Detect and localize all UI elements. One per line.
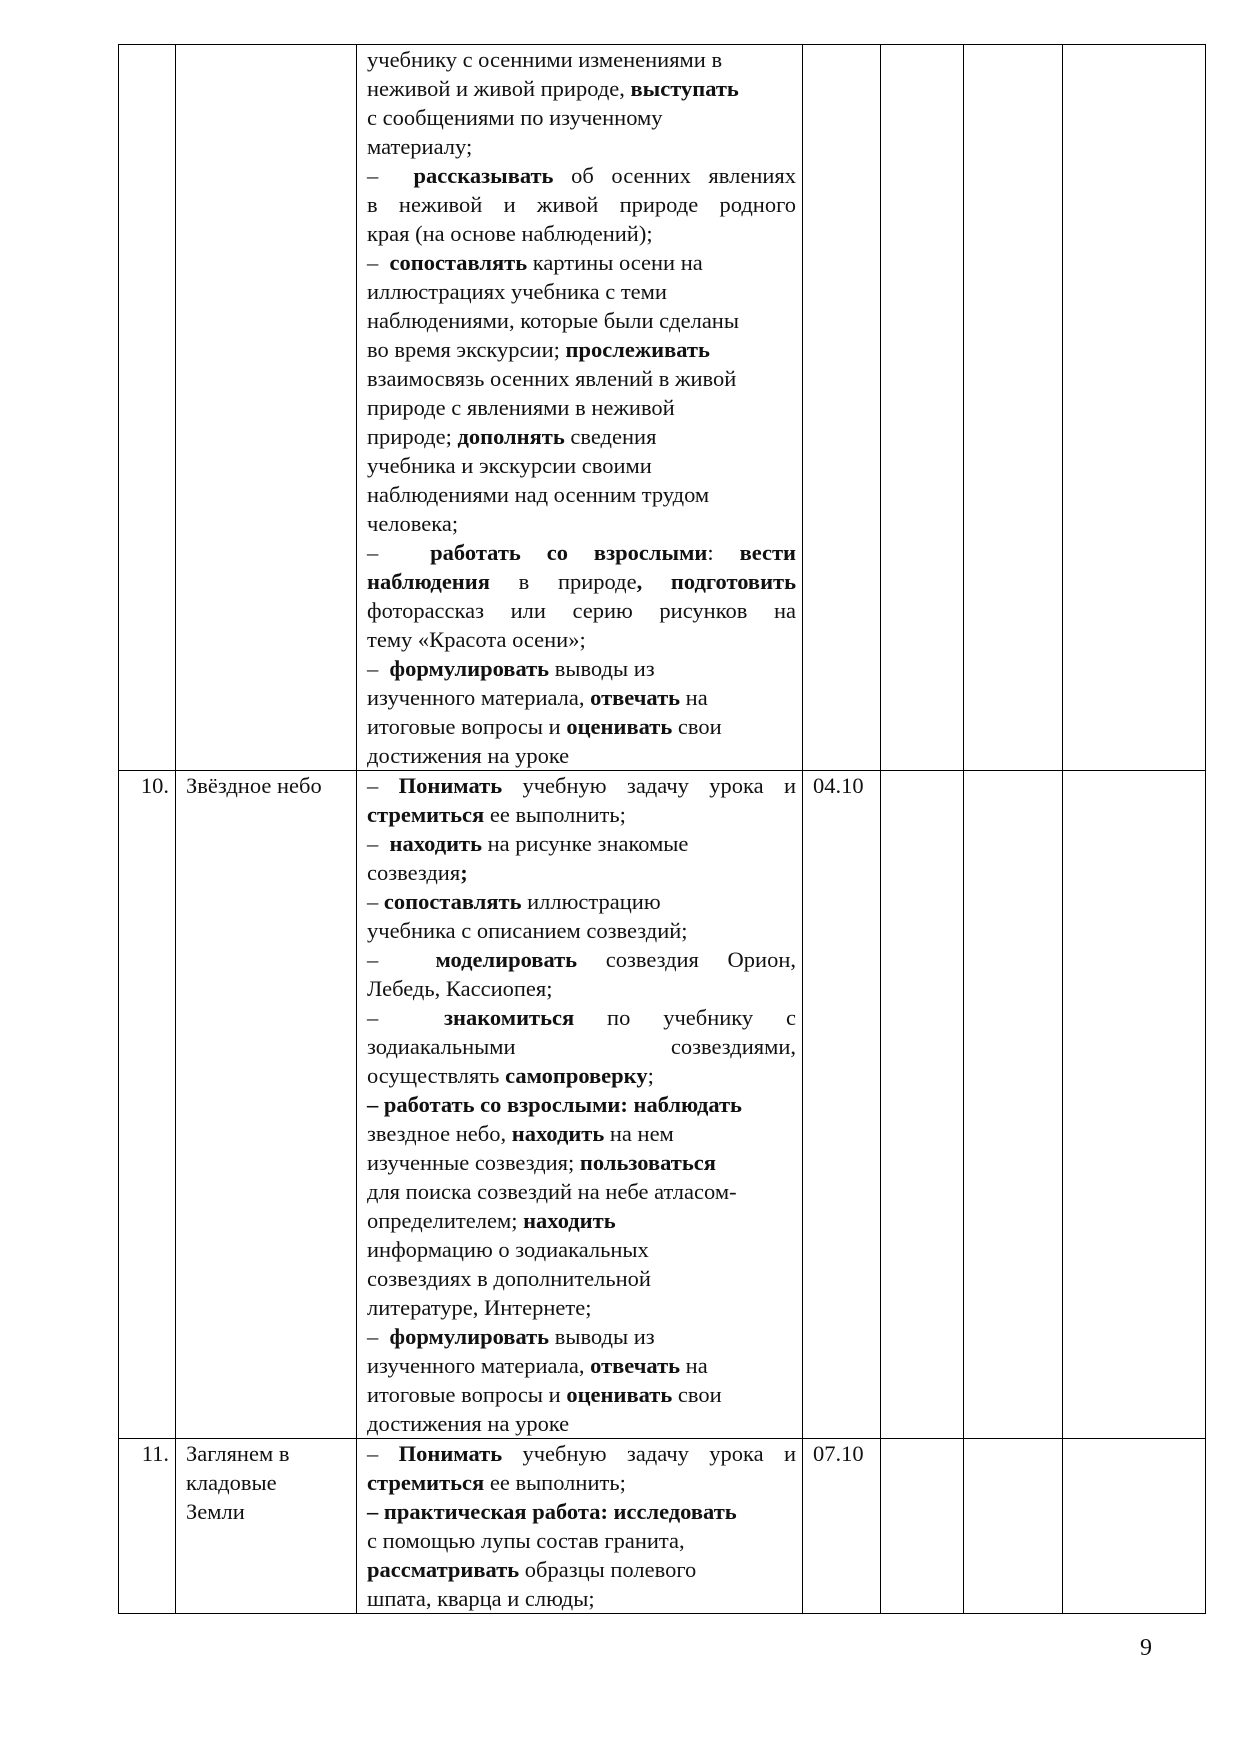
lesson-topic-cell [176, 1439, 357, 1614]
activity-text: созвездиях в дополнительной [367, 1266, 651, 1291]
activity-text: с сообщениями по изученному [367, 105, 663, 130]
activity-text: природе с явлениями в неживой [367, 395, 675, 420]
table-body [119, 45, 1206, 1614]
activity-keyword: рассказывать [413, 163, 554, 188]
activity-text: свои [672, 714, 722, 739]
activity-keyword: вести [739, 540, 796, 565]
activity-text-line [367, 248, 796, 277]
activity-text: достижения на уроке [367, 743, 570, 768]
activity-text: осуществлять [367, 1063, 506, 1088]
activity-text: иллюстрацию [521, 889, 661, 914]
activity-text: – [367, 250, 390, 275]
activity-text: на рисунке знакомые [482, 831, 689, 856]
activity-text: с помощью лупы состав гранита, [367, 1528, 685, 1553]
lesson-number-cell [119, 1439, 176, 1614]
activity-text-line [367, 393, 796, 422]
activity-text: на [680, 685, 708, 710]
activity-keyword: ; [460, 860, 468, 885]
activity-text-line [367, 219, 796, 248]
activity-text-line [367, 1293, 796, 1322]
activity-text: созвездия [367, 860, 461, 885]
activity-text-line [367, 161, 796, 190]
activity-text: выводы из [549, 1324, 655, 1349]
activity-text: – [367, 1005, 444, 1030]
activity-text: – [367, 656, 390, 681]
activity-text-line [367, 567, 796, 596]
empty-cell [1063, 45, 1206, 771]
activity-keyword: Понимать [398, 773, 503, 798]
activity-text-line [367, 916, 796, 945]
activity-text: сведения [564, 424, 657, 449]
empty-cell [964, 45, 1063, 771]
activity-text: изученного материала, [367, 1353, 591, 1378]
activity-text-line [367, 1584, 796, 1613]
activity-text: : [707, 540, 740, 565]
lesson-number-cell [119, 771, 176, 1439]
activity-text: информацию о зодиакальных [367, 1237, 649, 1262]
activity-text: Лебедь, Кассиопея; [367, 976, 553, 1001]
activity-text: учебную задачу урока и [502, 1441, 797, 1466]
activity-keyword: отвечать [590, 685, 681, 710]
activity-text-line [367, 74, 796, 103]
activity-text: итоговые вопросы и [367, 714, 567, 739]
activity-text-line [367, 1439, 796, 1468]
activity-keyword: пользоваться [579, 1150, 716, 1175]
lesson-topic-line: Земли [186, 1499, 245, 1524]
learning-activities-cell [357, 771, 803, 1439]
activity-text-line [367, 741, 796, 770]
activity-text-line [367, 829, 796, 858]
activity-text-line [367, 654, 796, 683]
activity-text-line [367, 887, 796, 916]
table-row [119, 1439, 1206, 1614]
activity-text: зодиакальными созвездиями, [367, 1034, 796, 1059]
activity-text-line [367, 1468, 796, 1497]
activity-text-line [367, 683, 796, 712]
activity-text: литературе, Интернете; [367, 1295, 592, 1320]
activity-text: определителем; [367, 1208, 524, 1233]
activity-keyword: , подготовить [636, 569, 796, 594]
activity-text: на [680, 1353, 708, 1378]
activity-keyword: наблюдения [367, 569, 490, 594]
activity-text: образцы полевого [519, 1557, 697, 1582]
lesson-number: 10. [140, 773, 169, 798]
activity-text: ее выполнить; [484, 802, 626, 827]
activity-keyword: самопроверку [505, 1063, 648, 1088]
activity-text-line [367, 45, 796, 74]
activity-text: шпата, кварца и слюды; [367, 1586, 595, 1611]
activity-keyword: выступать [630, 76, 739, 101]
activity-keyword: знакомиться [444, 1005, 575, 1030]
empty-cell [1063, 771, 1206, 1439]
lesson-topic-cell [176, 45, 357, 771]
activity-text-line [367, 1264, 796, 1293]
activity-text-line [367, 1380, 796, 1409]
activity-text-line [367, 625, 796, 654]
page-number: 9 [1140, 1635, 1152, 1661]
activity-text: неживой и живой природе, [367, 76, 631, 101]
activity-text: тему «Красота осени»; [367, 627, 586, 652]
empty-cell [881, 45, 964, 771]
activity-text: изученного материала, [367, 685, 591, 710]
activity-keyword: Понимать [398, 1441, 503, 1466]
activity-text-line [367, 1555, 796, 1584]
activity-keyword: прослеживать [565, 337, 710, 362]
activity-text: выводы из [549, 656, 655, 681]
activity-text-line [367, 800, 796, 829]
activity-text: во время экскурсии; [367, 337, 566, 362]
empty-cell [881, 771, 964, 1439]
activity-text-line [367, 1322, 796, 1351]
activity-text: наблюдениями над осенним трудом [367, 482, 710, 507]
activity-text: ; [647, 1063, 654, 1088]
activity-text-line [367, 103, 796, 132]
activity-text: свои [672, 1382, 722, 1407]
activity-text: – [367, 163, 414, 188]
lesson-topic-line: кладовые [186, 1470, 277, 1495]
activity-text-line [367, 190, 796, 219]
activity-text-line [367, 1206, 796, 1235]
activity-text: для поиска созвездий на небе атласом- [367, 1179, 737, 1204]
lesson-date-cell [803, 1439, 881, 1614]
activity-text: ее выполнить; [484, 1470, 626, 1495]
activity-keyword: дополнять [457, 424, 565, 449]
activity-text-line [367, 974, 796, 1003]
lesson-topic-line: Заглянем в [186, 1441, 290, 1466]
activity-text-line [367, 945, 796, 974]
activity-text-line [367, 1409, 796, 1438]
activity-text: взаимосвязь осенних явлений в живой [367, 366, 737, 391]
activity-text: по учебнику с [574, 1005, 796, 1030]
activity-text: человека; [367, 511, 459, 536]
activity-text-line [367, 422, 796, 451]
activity-keyword: формулировать [389, 1324, 550, 1349]
activity-keyword: оценивать [566, 1382, 673, 1407]
activity-keyword: отвечать [590, 1353, 681, 1378]
activity-text-line [367, 596, 796, 625]
activity-text: учебника и экскурсии своими [367, 453, 652, 478]
empty-cell [1063, 1439, 1206, 1614]
activity-text: итоговые вопросы и [367, 1382, 567, 1407]
activity-text: достижения на уроке [367, 1411, 570, 1436]
activity-keyword: – практическая работа: исследовать [367, 1499, 737, 1524]
activity-keyword: сопоставлять [383, 889, 522, 914]
activity-keyword: находить [511, 1121, 605, 1146]
activity-keyword: рассматривать [367, 1557, 520, 1582]
activity-keyword: находить [523, 1208, 616, 1233]
activity-text-line [367, 335, 796, 364]
activity-text: звездное небо, [367, 1121, 512, 1146]
lesson-date-cell [803, 771, 881, 1439]
activity-text: иллюстрациях учебника с теми [367, 279, 667, 304]
lesson-topic-cell [176, 771, 357, 1439]
activity-text: края (на основе наблюдений); [367, 221, 653, 246]
activity-text: природе; [367, 424, 458, 449]
activity-text: фоторассказ или серию рисунков на [367, 598, 796, 623]
activity-text: изученные созвездия; [367, 1150, 580, 1175]
activity-keyword: сопоставлять [389, 250, 528, 275]
empty-cell [964, 1439, 1063, 1614]
activity-keyword: находить [389, 831, 483, 856]
activity-text: на нем [604, 1121, 674, 1146]
activity-text-line [367, 1526, 796, 1555]
lesson-number-cell [119, 45, 176, 771]
lesson-number: 11. [141, 1441, 169, 1466]
activity-keyword: формулировать [389, 656, 550, 681]
activity-text-line [367, 1148, 796, 1177]
activity-text: – [367, 540, 431, 565]
activity-keyword: оценивать [566, 714, 673, 739]
activity-text-line [367, 132, 796, 161]
activity-text-line [367, 509, 796, 538]
activity-text: учебника с описанием созвездий; [367, 918, 688, 943]
activity-text-line [367, 451, 796, 480]
activity-text: созвездия Орион, [577, 947, 796, 972]
empty-cell [964, 771, 1063, 1439]
activity-text: в неживой и живой природе родного [367, 192, 796, 217]
activity-text-line [367, 1497, 796, 1526]
activity-text-line [367, 538, 796, 567]
lesson-plan-table [118, 44, 1206, 1614]
activity-text-line [367, 1061, 796, 1090]
activity-text-line [367, 1090, 796, 1119]
activity-text-line [367, 712, 796, 741]
activity-text: учебную задачу урока и [502, 773, 797, 798]
activity-text-line [367, 1177, 796, 1206]
activity-keyword: работать со взрослыми [430, 540, 708, 565]
activity-text-line [367, 1351, 796, 1380]
activity-text-line [367, 364, 796, 393]
activity-text: – [367, 831, 390, 856]
activity-text-line [367, 1235, 796, 1264]
activity-keyword: стремиться [367, 802, 485, 827]
activity-text: – [367, 773, 399, 798]
activity-text: об осенних явлениях [553, 163, 796, 188]
activity-text: наблюдениями, которые были сделаны [367, 308, 739, 333]
activity-text-line [367, 1003, 796, 1032]
activity-text-line [367, 771, 796, 800]
activity-text-line [367, 1032, 796, 1061]
activity-text: – [367, 889, 384, 914]
lesson-date-cell [803, 45, 881, 771]
lesson-date: 04.10 [813, 773, 864, 798]
activity-text-line [367, 277, 796, 306]
activity-text: в природе [489, 569, 637, 594]
activity-text: – [367, 1441, 399, 1466]
activity-text: картины осени на [527, 250, 703, 275]
activity-text: – [367, 1324, 390, 1349]
activity-text-line [367, 1119, 796, 1148]
activity-text-line [367, 306, 796, 335]
activity-text: – [367, 947, 436, 972]
learning-activities-cell [357, 1439, 803, 1614]
lesson-topic-line: Звёздное небо [186, 773, 322, 798]
empty-cell [881, 1439, 964, 1614]
table-row [119, 45, 1206, 771]
activity-text: учебнику с осенними изменениями в [367, 47, 723, 72]
activity-keyword: – работать со взрослыми: наблюдать [367, 1092, 742, 1117]
activity-text-line [367, 858, 796, 887]
activity-text: материалу; [367, 134, 473, 159]
activity-keyword: стремиться [367, 1470, 485, 1495]
activity-text-line [367, 480, 796, 509]
activity-keyword: моделировать [435, 947, 578, 972]
lesson-date: 07.10 [813, 1441, 864, 1466]
table-row [119, 771, 1206, 1439]
learning-activities-cell [357, 45, 803, 771]
